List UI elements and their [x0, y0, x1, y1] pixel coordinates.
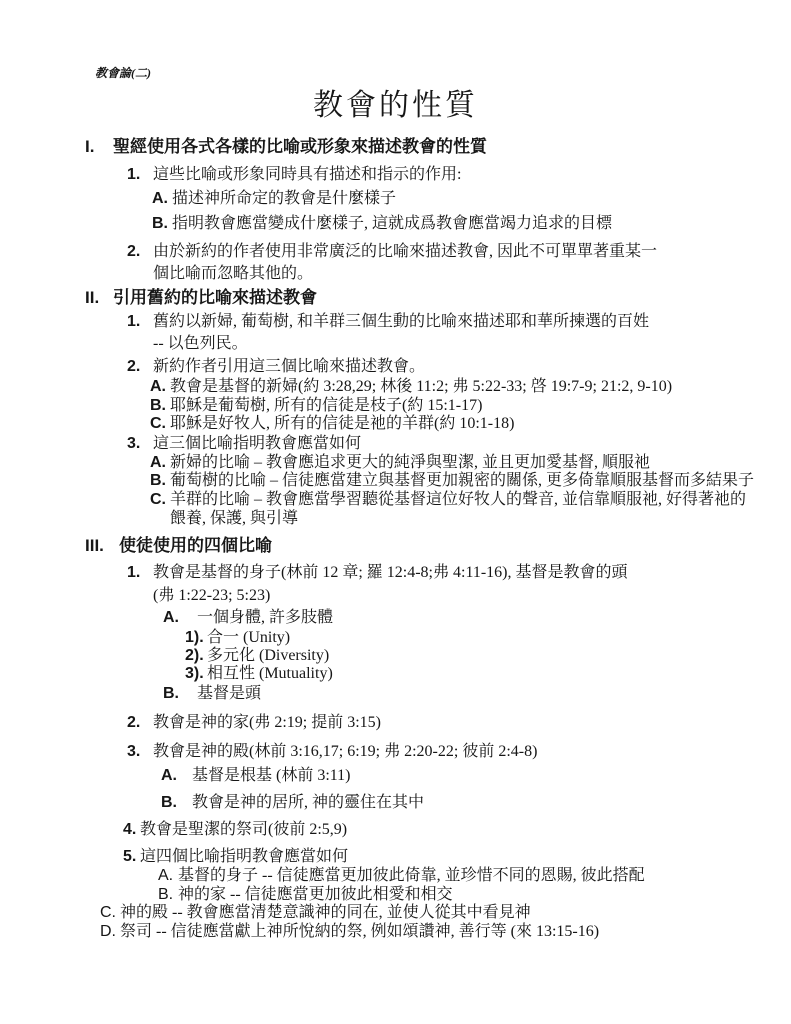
list-item	[150, 396, 482, 416]
item-text: 耶穌是葡萄樹, 所有的信徒是枝子(約 15:1-17)	[170, 397, 483, 414]
section-3-title: 使徒使用的四個比喻	[119, 536, 272, 555]
item-label: 2.	[127, 243, 141, 260]
list-item	[127, 434, 361, 454]
item-text: 這些比喻或形象同時具有描述和指示的作用:	[153, 166, 462, 183]
list-item	[161, 793, 424, 813]
item-text: 一個身體, 許多肢體	[197, 609, 334, 626]
list-item-continuation	[153, 586, 270, 606]
page-header: 教會論(二)	[95, 66, 151, 80]
list-item	[127, 357, 425, 377]
item-text: -- 以色列民。	[153, 335, 248, 352]
item-text: 描述神所命定的教會是什麼樣子	[172, 190, 397, 207]
list-item	[127, 713, 381, 733]
list-item	[100, 922, 599, 942]
section-3-label: III.	[85, 536, 104, 555]
list-item	[185, 646, 329, 666]
item-label: 1).	[185, 629, 204, 646]
list-item	[150, 453, 650, 473]
list-item	[185, 664, 333, 684]
list-item	[185, 628, 290, 648]
item-text: 合一 (Unity)	[207, 629, 291, 646]
list-item	[127, 242, 657, 262]
list-item	[152, 189, 396, 209]
item-label: C.	[100, 904, 116, 921]
item-text: 這三個比喻指明教會應當如何	[153, 435, 362, 452]
list-item	[150, 471, 754, 491]
item-label: 2.	[127, 358, 141, 375]
list-item	[123, 847, 348, 867]
section-1-heading	[85, 137, 487, 157]
item-text: 羊群的比喻 – 教會應當學習聽從基督這位好牧人的聲音, 並信靠順服祂, 好得著祂的	[170, 491, 747, 508]
item-label: 3).	[185, 665, 204, 682]
item-text: 餵養, 保護, 與引導	[170, 510, 299, 527]
list-item	[158, 885, 453, 905]
item-label: 1.	[127, 313, 141, 330]
item-text: 相互性 (Mutuality)	[207, 665, 333, 682]
item-label: 5.	[123, 848, 137, 865]
item-text: 多元化 (Diversity)	[207, 647, 330, 664]
item-label: C.	[150, 491, 166, 508]
item-label: 1.	[127, 166, 141, 183]
item-text: 葡萄樹的比喻 – 信徒應當建立與基督更加親密的關係, 更多倚靠順服基督而多結果子	[170, 472, 755, 489]
item-label: A.	[150, 378, 166, 395]
item-text: 神的殿 -- 教會應當清楚意識神的同在, 並使人從其中看見神	[120, 904, 531, 921]
item-text: 基督是頭	[197, 685, 262, 702]
section-1-label: I.	[85, 137, 95, 156]
section-3-heading	[85, 536, 272, 556]
item-label: 3.	[127, 743, 141, 760]
list-item-continuation	[153, 334, 248, 354]
item-label: 2.	[127, 714, 141, 731]
item-text: (弗 1:22-23; 5:23)	[153, 587, 271, 604]
item-text: 教會是聖潔的祭司(彼前 2:5,9)	[140, 821, 348, 838]
item-label: A.	[152, 190, 168, 207]
list-item	[161, 766, 351, 786]
item-label: 1.	[127, 564, 141, 581]
item-label: B.	[163, 685, 179, 702]
list-item-continuation	[170, 509, 298, 529]
item-text: 基督的身子 -- 信徒應當更加彼此倚靠, 並珍惜不同的恩賜, 彼此搭配	[178, 867, 645, 884]
list-item	[158, 866, 645, 886]
item-label: D.	[100, 923, 116, 940]
item-text: 教會是神的殿(林前 3:16,17; 6:19; 弗 2:20-22; 彼前 2:4-8)	[153, 743, 538, 760]
section-2-title: 引用舊約的比喻來描述教會	[113, 288, 317, 307]
list-item	[127, 312, 649, 332]
item-label: A.	[161, 767, 177, 784]
section-2-label: II.	[85, 288, 100, 307]
item-text: 祭司 -- 信徒應當獻上神所悅納的祭, 例如頌讚神, 善行等 (來 13:15-16)	[120, 923, 600, 940]
item-text: 由於新約的作者使用非常廣泛的比喻來描述教會, 因此不可單單著重某一	[153, 243, 658, 260]
list-item	[152, 214, 612, 234]
item-text: 舊約以新婦, 葡萄樹, 和羊群三個生動的比喻來描述耶和華所揀選的百姓	[153, 313, 650, 330]
section-2-heading	[85, 288, 317, 308]
item-label: 3.	[127, 435, 141, 452]
list-item	[100, 903, 531, 923]
item-label: C.	[150, 415, 166, 432]
item-text: 這四個比喻指明教會應當如何	[140, 848, 349, 865]
item-label: 2).	[185, 647, 204, 664]
section-1-title: 聖經使用各式各樣的比喻或形象來描述教會的性質	[113, 137, 487, 156]
list-item	[127, 742, 537, 762]
item-text: 基督是根基 (林前 3:11)	[192, 767, 351, 784]
item-text: 神的家 -- 信徒應當更加彼此相愛和相交	[178, 886, 453, 903]
item-text: 耶穌是好牧人, 所有的信徒是祂的羊群(約 10:1-18)	[170, 415, 515, 432]
item-label: B.	[150, 397, 166, 414]
list-item	[150, 490, 746, 510]
page-title: 教會的性質	[313, 89, 478, 122]
item-text: 教會是基督的身子(林前 12 章; 羅 12:4-8;弗 4:11-16), 基督是教會的頭	[153, 564, 628, 581]
item-text: 教會是神的家(弗 2:19; 提前 3:15)	[153, 714, 381, 731]
list-item	[150, 414, 514, 434]
item-label: B.	[161, 794, 177, 811]
item-label: A.	[163, 609, 179, 626]
item-label: B.	[158, 886, 174, 903]
list-item	[163, 608, 333, 628]
list-item	[150, 377, 672, 397]
item-label: A.	[150, 454, 166, 471]
item-text: 教會是神的居所, 神的靈住在其中	[192, 794, 425, 811]
item-text: 教會是基督的新婦(約 3:28,29; 林後 11:2; 弗 5:22-33; 啓 19:7-9; 21:2, 9-10)	[170, 378, 673, 395]
item-text: 新約作者引用這三個比喻來描述教會。	[153, 358, 426, 375]
item-text: 新婦的比喻 – 教會應追求更大的純淨與聖潔, 並且更加愛基督, 順服祂	[170, 454, 651, 471]
item-label: B.	[152, 215, 168, 232]
item-label: A.	[158, 867, 174, 884]
item-text: 指明教會應當變成什麼樣子, 這就成爲教會應當竭力追求的目標	[172, 215, 613, 232]
list-item	[127, 165, 461, 185]
item-label: 4.	[123, 821, 137, 838]
list-item	[127, 563, 628, 583]
list-item	[123, 820, 347, 840]
list-item-continuation	[153, 264, 313, 284]
item-label: B.	[150, 472, 166, 489]
list-item	[163, 684, 261, 704]
item-text: 個比喻而忽略其他的。	[153, 265, 314, 282]
